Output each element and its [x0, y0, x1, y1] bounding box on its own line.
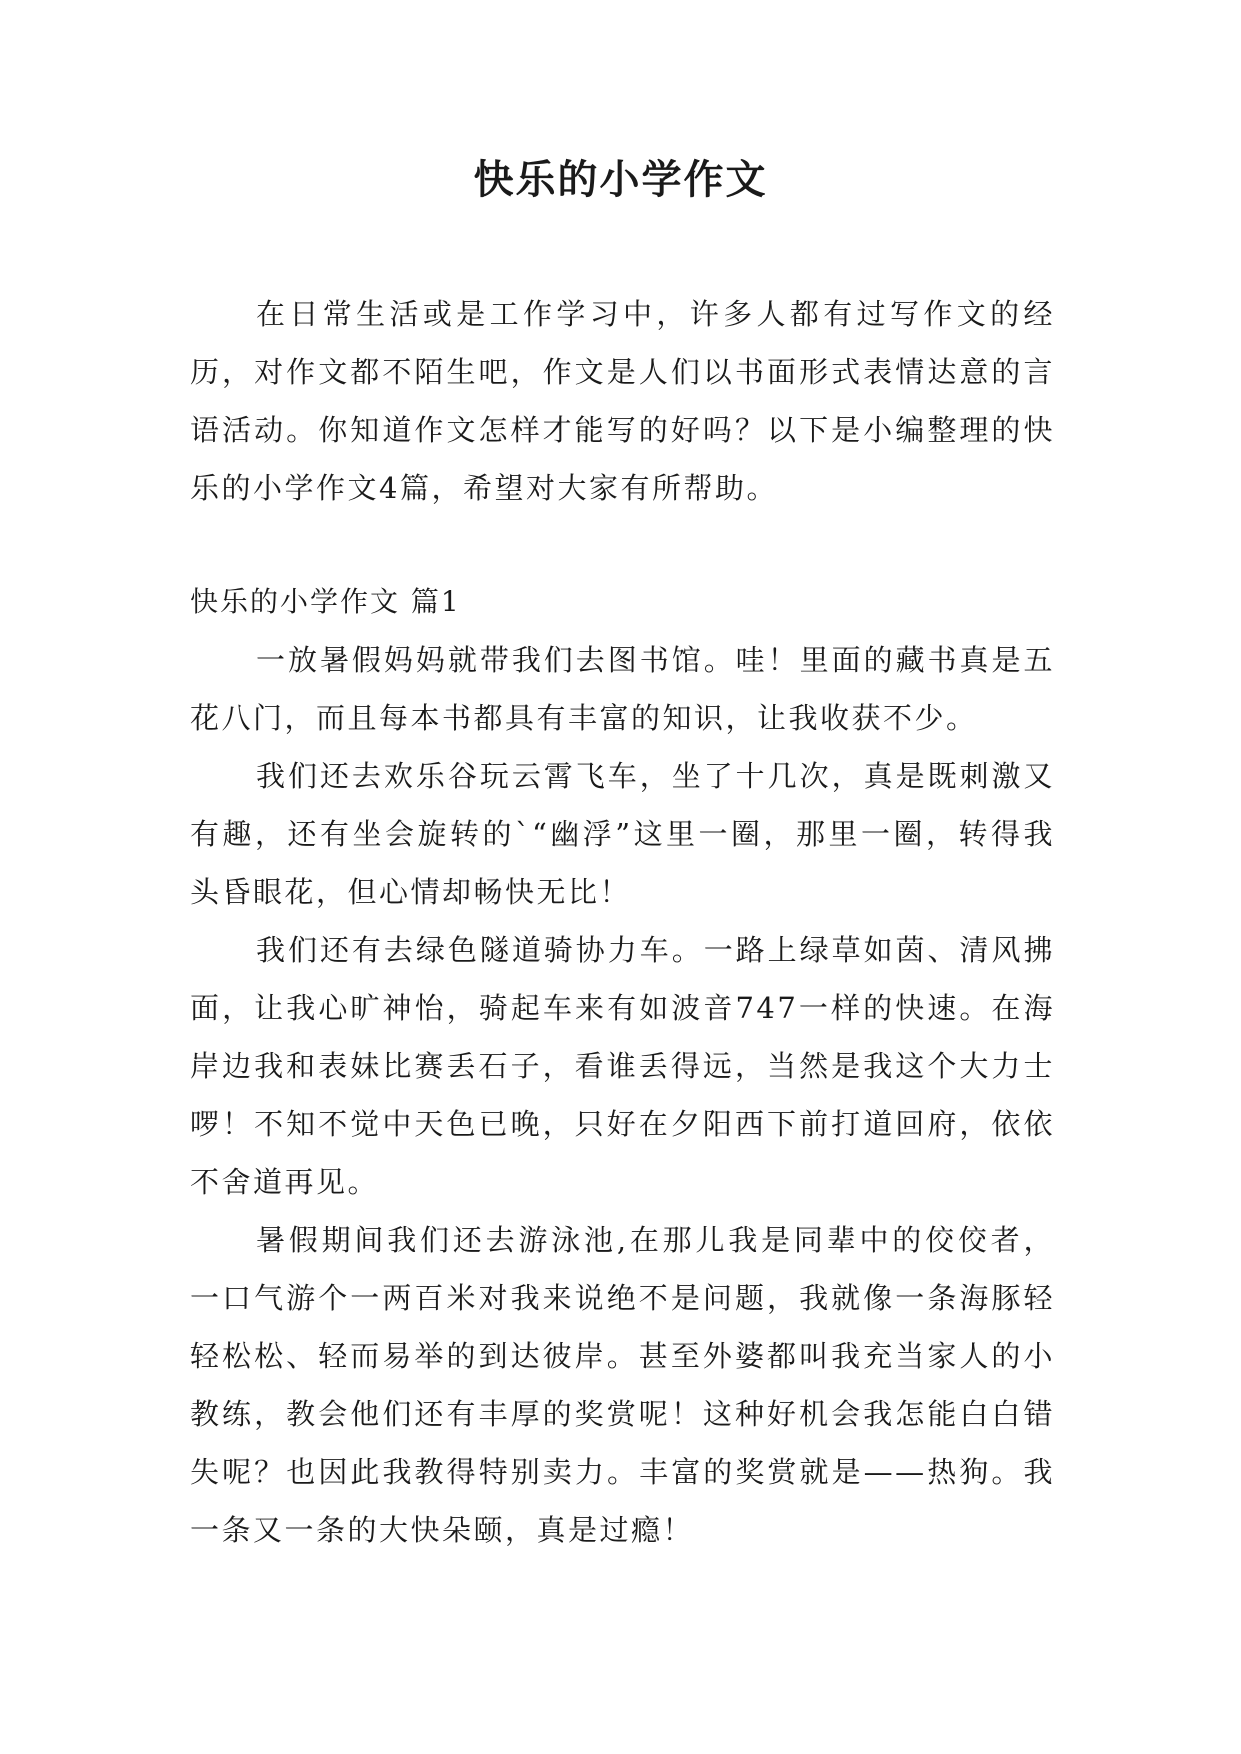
document-title: 快乐的小学作文	[473, 157, 768, 203]
essay-paragraph: 我们还有去绿色隧道骑协力车。一路上绿草如茵、清风拂面，让我心旷神怡，骑起车来有如波音747一样的快速。在海岸边我和表妹比赛丢石子，看谁丢得远，当然是我这个大力士啰！不知不觉中天色已晚，只好在夕阳西下前打道回府，依依不舍道再见。	[190, 933, 1055, 1199]
essay-paragraph: 一放暑假妈妈就带我们去图书馆。哇！里面的藏书真是五花八门，而且每本书都具有丰富的知识，让我收获不少。	[190, 643, 1055, 735]
essay-paragraph: 暑假期间我们还去游泳池,在那儿我是同辈中的佼佼者，一口气游个一两百米对我来说绝不是问题，我就像一条海豚轻轻松松、轻而易举的到达彼岸。甚至外婆都叫我充当家人的小教练，教会他们还有丰厚的奖赏呢！这种好机会我怎能白白错失呢？也因此我教得特别卖力。丰富的奖赏就是——热狗。我一条又一条的大快朵颐，真是过瘾！	[190, 1223, 1055, 1547]
essay-paragraph: 我们还去欢乐谷玩云霄飞车，坐了十几次，真是既刺激又有趣，还有坐会旋转的`“幽浮”这里一圈，那里一圈，转得我头昏眼花，但心情却畅快无比！	[190, 759, 1055, 909]
intro-block	[190, 285, 1055, 517]
essay-section	[190, 573, 1055, 1559]
intro-paragraph: 在日常生活或是工作学习中，许多人都有过写作文的经历，对作文都不陌生吧，作文是人们以书面形式表情达意的言语活动。你知道作文怎样才能写的好吗？以下是小编整理的快乐的小学作文4篇，希望对大家有所帮助。	[190, 297, 1055, 505]
section-heading: 快乐的小学作文 篇1	[190, 585, 461, 618]
